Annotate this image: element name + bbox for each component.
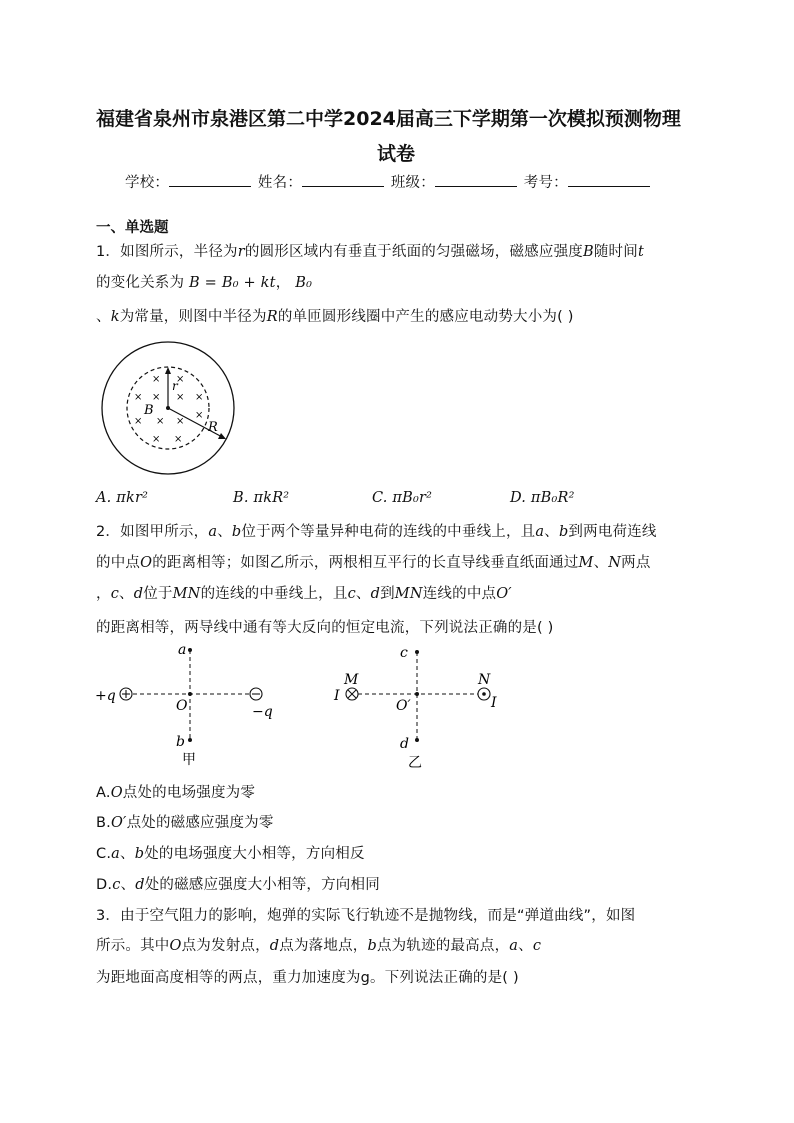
q1-text: 1．如图所示，半径为 (96, 244, 238, 260)
q2-option-d[interactable] (96, 873, 380, 894)
q1-option-d[interactable]: D. πB₀R² (510, 490, 575, 506)
q2-option-b[interactable] (96, 811, 274, 832)
class-blank[interactable] (435, 174, 517, 187)
q2-line1 (96, 520, 657, 541)
exam-number-label: 考号： (523, 175, 568, 191)
option-text: 处的电场强度大小相等，方向相反 (144, 846, 365, 862)
q1-var-B0: B₀ (295, 275, 313, 291)
q2-text: 、 (544, 524, 559, 540)
q2-var: d (133, 586, 144, 602)
school-label: 学校： (125, 175, 170, 191)
field-cross: × (176, 416, 185, 427)
q2-var: MN (394, 586, 423, 602)
q2-text: 2．如图甲所示， (96, 524, 209, 540)
option-var: b (134, 846, 145, 862)
q2-var: MN (172, 586, 201, 602)
q2-var: c (110, 586, 120, 602)
q3-var: d (269, 938, 280, 954)
q2-line4: 的距离相等，两导线中通有等大反向的恒定电流，下列说法正确的是( ) (96, 620, 554, 636)
q3-line1: 3．由于空气阻力的影响，炮弹的实际飞行轨迹不是抛物线，而是“弹道曲线”，如图 (96, 908, 636, 924)
q3-var: a (509, 938, 519, 954)
option-var: O (110, 785, 123, 801)
q2-var: O′ (496, 586, 512, 602)
name-blank[interactable] (302, 174, 384, 187)
option-text: 、 (120, 846, 135, 862)
q1-var-r: r (237, 244, 245, 260)
field-cross: × (152, 392, 161, 403)
q1-text: 为常量，则图中半径为 (119, 309, 267, 325)
field-cross: × (176, 374, 185, 385)
label-O-prime: O′ (396, 698, 411, 714)
field-cross: × (134, 416, 143, 427)
option-var: a (111, 846, 120, 862)
radius-r-arrowhead (165, 367, 171, 374)
q2-var: O (140, 555, 153, 571)
q1-magnetic-field-figure (96, 338, 246, 478)
option-text: 点处的电场强度为零 (122, 785, 256, 801)
label-B: B (144, 403, 154, 418)
q2-option-c[interactable] (96, 842, 365, 863)
q2-text: 、 (217, 524, 232, 540)
option-var: c (112, 877, 121, 893)
label-r: r (172, 379, 178, 393)
q1-text: 的圆形区域内有垂直于纸面的匀强磁场，磁感应强度 (244, 244, 583, 260)
info-fields (125, 171, 652, 192)
label-plus-q: +q (95, 688, 116, 704)
caption-yi: 乙 (408, 755, 422, 771)
q2-option-a[interactable] (96, 781, 255, 802)
option-letter: D. (96, 877, 113, 893)
option-text: 点处的磁感应强度为零 (126, 815, 274, 831)
q1-var-R: R (266, 309, 278, 325)
q2-line2 (96, 551, 651, 572)
q2-text: 两点 (621, 555, 651, 571)
field-cross: × (152, 374, 161, 385)
q2-text: 连线的中点 (422, 586, 497, 602)
exam-number-blank[interactable] (568, 174, 650, 187)
q1-option-a[interactable]: A. πkr² (96, 490, 149, 506)
field-cross: × (195, 392, 204, 403)
field-cross: × (174, 434, 183, 445)
class-label: 班级： (390, 175, 435, 191)
name-label: 姓名： (257, 175, 303, 191)
q1-text: 的变化关系为 (96, 275, 185, 291)
q2-text: ， (96, 586, 111, 602)
label-c: c (400, 645, 408, 661)
label-I-right: I (491, 695, 497, 711)
school-blank[interactable] (169, 174, 251, 187)
caption-jia: 甲 (182, 752, 196, 768)
q1-option-c[interactable]: C. πB₀r² (372, 490, 433, 506)
q3-var: O (169, 938, 182, 954)
point-c (415, 650, 419, 654)
label-N: N (478, 672, 491, 688)
option-var: d (135, 877, 145, 893)
q2-var: c (347, 586, 356, 602)
field-cross: × (134, 392, 143, 403)
field-cross: × (156, 416, 165, 427)
q3-text: 、 (518, 938, 533, 954)
q2-text: 的连线的中垂线上，且 (200, 586, 348, 602)
q2-var: a (208, 524, 218, 540)
q2-line3 (96, 582, 512, 603)
q2-text: 的距离相等；如图乙所示，两根相互平行的长直导线垂直纸面通过 (152, 555, 579, 571)
q1-option-b[interactable]: B. πkR² (233, 490, 290, 506)
option-text: 处的磁感应强度大小相等，方向相同 (144, 877, 380, 893)
q1-var-B: B (582, 244, 594, 260)
field-cross: × (195, 410, 204, 421)
q2-text: 位于 (143, 586, 173, 602)
q1-text: 、 (96, 309, 111, 325)
q1-var-t: t (637, 244, 644, 260)
label-d: d (400, 736, 409, 752)
q3-text: 点为轨迹的最高点， (376, 938, 510, 954)
q3-text: 点为发射点， (181, 938, 270, 954)
q2-text: 到 (380, 586, 395, 602)
label-b: b (176, 734, 185, 750)
point-O-prime (415, 692, 419, 696)
q3-line2 (96, 934, 541, 955)
option-letter: B. (96, 815, 111, 831)
q3-var: b (367, 938, 377, 954)
point-b (188, 738, 192, 742)
q1-line3 (96, 305, 574, 326)
label-R: R (208, 420, 218, 435)
q2-var: b (558, 524, 569, 540)
q3-text: 所示。其中 (96, 938, 170, 954)
q2-text: 、 (119, 586, 134, 602)
label-minus-q: −q (252, 704, 273, 720)
q2-var: a (535, 524, 545, 540)
q3-line3: 为距地面高度相等的两点，重力加速度为g。下列说法正确的是( ) (96, 970, 519, 986)
page-title-line2: 试卷 (377, 143, 416, 165)
section-heading: 一、单选题 (96, 220, 169, 236)
point-a (188, 648, 192, 652)
option-var: O′ (110, 815, 127, 831)
q2-text: 的中点 (96, 555, 141, 571)
label-O: O (176, 698, 188, 714)
q1-formula: B = B₀ + kt (189, 275, 276, 291)
q2-var: N (608, 555, 622, 571)
q1-var-k: k (110, 309, 120, 325)
q2-var: d (370, 586, 381, 602)
q1-text: 随时间 (593, 244, 638, 260)
field-cross: × (152, 434, 161, 445)
q2-text: 到两电荷连线 (568, 524, 657, 540)
q2-figure-yi (328, 638, 508, 773)
q2-var: M (578, 555, 594, 571)
option-letter: C. (96, 846, 112, 862)
current-out-dot (482, 692, 486, 696)
q3-text: 点为落地点， (279, 938, 368, 954)
q1-text: ， (275, 275, 291, 291)
option-text: 、 (120, 877, 136, 893)
option-letter: A. (96, 785, 111, 801)
q1-text: 的单匝圆形线圈中产生的感应电动势大小为( ) (277, 309, 574, 325)
point-O (188, 692, 192, 696)
label-a: a (178, 642, 187, 658)
field-cross: × (176, 392, 185, 403)
q2-text: 位于两个等量异种电荷的连线的中垂线上，且 (241, 524, 536, 540)
label-M: M (344, 672, 359, 688)
q2-figure-jia (92, 638, 282, 768)
q1-line2 (96, 271, 312, 292)
page-title: 福建省泉州市泉港区第二中学2024届高三下学期第一次模拟预测物理 (96, 108, 681, 130)
q1-line1 (96, 240, 644, 261)
point-d (415, 738, 419, 742)
q2-text: 、 (355, 586, 371, 602)
q2-text: 、 (593, 555, 609, 571)
q3-var: c (532, 938, 542, 954)
q2-var: b (231, 524, 242, 540)
label-I-left: I (334, 688, 340, 704)
